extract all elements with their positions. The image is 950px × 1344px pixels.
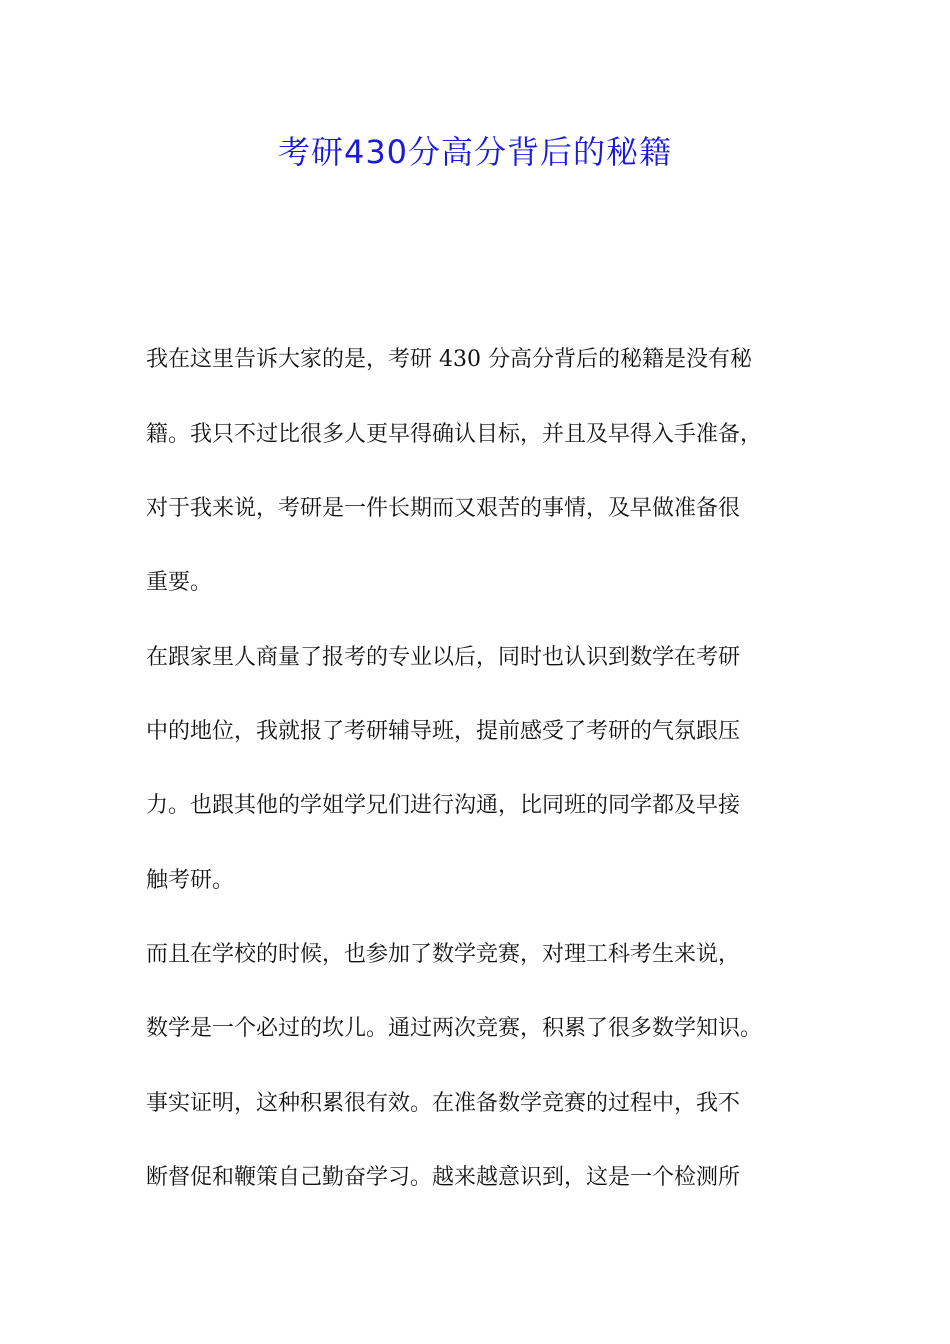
body-line: 力。也跟其他的学姐学兄们进行沟通，比同班的同学都及早接 — [146, 793, 741, 818]
body-line: 事实证明，这种积累很有效。在准备数学竞赛的过程中，我不 — [146, 1091, 741, 1116]
body-line: 触考研。 — [146, 868, 235, 893]
body-line: 重要。 — [146, 570, 213, 595]
body-line: 在跟家里人商量了报考的专业以后，同时也认识到数学在考研 — [146, 645, 741, 670]
body-line: 籍。我只不过比很多人更早得确认目标，并且及早得入手准备， — [146, 422, 763, 447]
body-line: 对于我来说，考研是一件长期而又艰苦的事情，及早做准备很 — [146, 496, 741, 521]
body-line: 我在这里告诉大家的是，考研 430 分高分背后的秘籍是没有秘 — [146, 347, 752, 372]
body-line: 数学是一个必过的坎儿。通过两次竞赛，积累了很多数学知识。 — [146, 1016, 763, 1041]
body-line: 而且在学校的时候，也参加了数学竞赛，对理工科考生来说， — [146, 942, 741, 967]
body-line: 断督促和鞭策自己勤奋学习。越来越意识到，这是一个检测所 — [146, 1165, 741, 1190]
document-title: 考研430分高分背后的秘籍 — [277, 133, 673, 171]
body-line: 中的地位，我就报了考研辅导班，提前感受了考研的气氛跟压 — [146, 719, 741, 744]
